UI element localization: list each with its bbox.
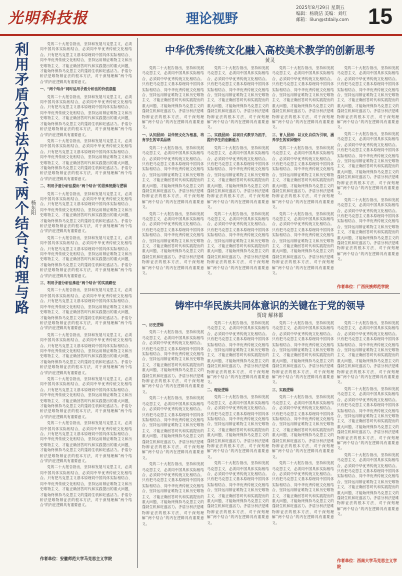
subhead: 二、理论逻辑: [207, 387, 229, 392]
subhead: 三、育人层面：以文化自信为引领，涵养学生的家国情怀: [272, 132, 334, 143]
paragraph: 党的二十大报告指出，坚持和发展马克思主义，必须同中国具体实际相结合，必须同中华优秀传统文化相结合。只有把马克思主义基本原理同中国具体实际相结合、同中华优秀传统文化相结合，坚持运用辩证唯物主义和历史唯物主义，才能正确回答时代和实践提出的重大问题，才能始终保持马克思主义的蓬勃生机和旺盛活力。矛盾分析法是唯物辩证法的根本方法，对于深刻理解“两个结合”的内在逻辑具有重要意义。: [272, 145, 334, 210]
bottom-article-col-3: [272, 321, 334, 566]
paragraph: 党的二十大报告指出，坚持和发展马克思主义，必须同中国具体实际相结合，必须同中华优秀传统文化相结合。只有把马克思主义基本原理同中国具体实际相结合、同中华优秀传统文化相结合，坚持运用辩证唯物主义和历史唯物主义，才能正确回答时代和实践提出的重大问题，才能始终保持马克思主义的蓬勃生机和旺盛活力。矛盾分析法是唯物辩证法的根本方法，对于深刻理解“两个结合”的内在逻辑具有重要意义。: [40, 138, 132, 181]
subhead: 二、利用矛盾分析法提出“两个结合”的思维统摄与逻辑: [40, 184, 127, 189]
subhead: 一、认知层面：以传统文化为根基，培育学生的审美品格: [142, 132, 204, 143]
paragraph: 党的二十大报告指出，坚持和发展马克思主义，必须同中国具体实际相结合，必须同中华优秀传统文化相结合。只有把马克思主义基本原理同中国具体实际相结合、同中华优秀传统文化相结合，坚持运用辩证唯物主义和历史唯物主义，才能正确回答时代和实践提出的重大问题，才能始终保持马克思主义的蓬勃生机和旺盛活力。矛盾分析法是唯物辩证法的根本方法，对于深刻理解“两个结合”的内在逻辑具有重要意义。: [40, 332, 132, 375]
paragraph: 党的二十大报告指出，坚持和发展马克思主义，必须同中国具体实际相结合，必须同中华优秀传统文化相结合。只有把马克思主义基本原理同中国具体实际相结合、同中华优秀传统文化相结合，坚持运用辩证唯物主义和历史唯物主义，才能正确回答时代和实践提出的重大问题，才能始终保持马克思主义的蓬勃生机和旺盛活力。矛盾分析法是唯物辩证法的根本方法，对于深刻理解“两个结合”的内在逻辑具有重要意义。: [40, 94, 132, 137]
paragraph: 党的二十大报告指出，坚持和发展马克思主义，必须同中国具体实际相结合，必须同中华优秀传统文化相结合。只有把马克思主义基本原理同中国具体实际相结合、同中华优秀传统文化相结合，坚持运用辩证唯物主义和历史唯物主义，才能正确回答时代和实践提出的重大问题，才能始终保持马克思主义的蓬勃生机和旺盛活力。矛盾分析法是唯物辩证法的根本方法，对于深刻理解“两个结合”的内在逻辑具有重要意义。: [142, 211, 204, 276]
top-article-title: 中华优秀传统文化融入高校美术教学的创新思考: [165, 46, 375, 57]
paragraph: 党的二十大报告指出，坚持和发展马克思主义，必须同中国具体实际相结合，必须同中华优秀传统文化相结合。只有把马克思主义基本原理同中国具体实际相结合、同中华优秀传统文化相结合，坚持运用辩证唯物主义和历史唯物主义，才能正确回答时代和实践提出的重大问题，才能始终保持马克思主义的蓬勃生机和旺盛活力。矛盾分析法是唯物辩证法的根本方法，对于深刻理解“两个结合”的内在逻辑具有重要意义。: [337, 66, 399, 130]
column-divider: [137, 38, 138, 568]
left-article-body: [40, 42, 132, 546]
paragraph: 党的二十大报告指出，坚持和发展马克思主义，必须同中国具体实际相结合，必须同中华优秀传统文化相结合。只有把马克思主义基本原理同中国具体实际相结合、同中华优秀传统文化相结合，坚持运用辩证唯物主义和历史唯物主义，才能正确回答时代和实践提出的重大问题，才能始终保持马克思主义的蓬勃生机和旺盛活力。矛盾分析法是唯物辩证法的根本方法，对于深刻理解“两个结合”的内在逻辑具有重要意义。: [40, 465, 132, 508]
subhead: 三、实践逻辑: [272, 387, 294, 392]
left-article-title: 利用矛盾分析法分析“两个结合”的理与路: [13, 42, 29, 316]
left-article-author: 杨东阳: [30, 200, 36, 215]
bottom-article-col-1: [142, 321, 204, 566]
paragraph: 党的二十大报告指出，坚持和发展马克思主义，必须同中国具体实际相结合，必须同中华优秀传统文化相结合。只有把马克思主义基本原理同中国具体实际相结合、同中华优秀传统文化相结合，坚持运用辩证唯物主义和历史唯物主义，才能正确回答时代和实践提出的重大问题，才能始终保持马克思主义的蓬勃生机和旺盛活力。矛盾分析法是唯物辩证法的根本方法，对于深刻理解“两个结合”的内在逻辑具有重要意义。: [142, 66, 204, 130]
paragraph: 党的二十大报告指出，坚持和发展马克思主义，必须同中国具体实际相结合，必须同中华优秀传统文化相结合。只有把马克思主义基本原理同中国具体实际相结合、同中华优秀传统文化相结合，坚持运用辩证唯物主义和历史唯物主义，才能正确回答时代和实践提出的重大问题，才能始终保持马克思主义的蓬勃生机和旺盛活力。矛盾分析法是唯物辩证法的根本方法，对于深刻理解“两个结合”的内在逻辑具有重要意义。: [207, 66, 269, 130]
contact-line: 邮箱：lilun@stdaily.com: [296, 18, 349, 23]
page-number: 15: [368, 4, 393, 29]
paragraph: 党的二十大报告指出，坚持和发展马克思主义，必须同中国具体实际相结合，必须同中华优秀传统文化相结合。只有把马克思主义基本原理同中国具体实际相结合、同中华优秀传统文化相结合，坚持运用辩证唯物主义和历史唯物主义，才能正确回答时代和实践提出的重大问题，才能始终保持马克思主义的蓬勃生机和旺盛活力。矛盾分析法是唯物辩证法的根本方法，对于深刻理解“两个结合”的内在逻辑具有重要意义。: [40, 421, 132, 464]
paragraph: 党的二十大报告指出，坚持和发展马克思主义，必须同中国具体实际相结合，必须同中华优秀传统文化相结合。只有把马克思主义基本原理同中国具体实际相结合、同中华优秀传统文化相结合，坚持运用辩证唯物主义和历史唯物主义，才能正确回答时代和实践提出的重大问题，才能始终保持马克思主义的蓬勃生机和旺盛活力。矛盾分析法是唯物辩证法的根本方法，对于深刻理解“两个结合”的内在逻辑具有重要意义。: [207, 211, 269, 276]
masthead: [0, 0, 402, 36]
bottom-article-col-4: [337, 321, 399, 551]
paragraph: 党的二十大报告指出，坚持和发展马克思主义，必须同中国具体实际相结合，必须同中华优秀传统文化相结合。只有把马克思主义基本原理同中国具体实际相结合、同中华优秀传统文化相结合，坚持运用辩证唯物主义和历史唯物主义，才能正确回答时代和实践提出的重大问题，才能始终保持马克思主义的蓬勃生机和旺盛活力。矛盾分析法是唯物辩证法的根本方法，对于深刻理解“两个结合”的内在逻辑具有重要意义。: [272, 211, 334, 276]
paragraph: 党的二十大报告指出，坚持和发展马克思主义，必须同中国具体实际相结合，必须同中华优秀传统文化相结合。只有把马克思主义基本原理同中国具体实际相结合、同中华优秀传统文化相结合，坚持运用辩证唯物主义和历史唯物主义，才能正确回答时代和实践提出的重大问题，才能始终保持马克思主义的蓬勃生机和旺盛活力。矛盾分析法是唯物辩证法的根本方法，对于深刻理解“两个结合”的内在逻辑具有重要意义。: [337, 131, 399, 196]
top-article-affiliation: 作者单位：广西民族师范学院: [337, 284, 389, 289]
top-article-col-3: [272, 66, 334, 306]
bottom-article-col-2: [207, 321, 269, 566]
paragraph: 党的二十大报告指出，坚持和发展马克思主义，必须同中国具体实际相结合，必须同中华优秀传统文化相结合。只有把马克思主义基本原理同中国具体实际相结合、同中华优秀传统文化相结合，坚持运用辩证唯物主义和历史唯物主义，才能正确回答时代和实践提出的重大问题，才能始终保持马克思主义的蓬勃生机和旺盛活力。矛盾分析法是唯物辩证法的根本方法，对于深刻理解“两个结合”的内在逻辑具有重要意义。: [142, 330, 204, 394]
subhead: 三、利用矛盾分析法推进“两个结合”的实践路径: [40, 281, 117, 286]
paragraph: 党的二十大报告指出，坚持和发展马克思主义，必须同中国具体实际相结合，必须同中华优秀传统文化相结合。只有把马克思主义基本原理同中国具体实际相结合、同中华优秀传统文化相结合，坚持运用辩证唯物主义和历史唯物主义，才能正确回答时代和实践提出的重大问题，才能始终保持马克思主义的蓬勃生机和旺盛活力。矛盾分析法是唯物辩证法的根本方法，对于深刻理解“两个结合”的内在逻辑具有重要意义。: [272, 66, 334, 130]
subhead: 二、实践层面：以项目式教学为抓手，提升学生的创新能力: [207, 132, 269, 143]
paragraph: 党的二十大报告指出，坚持和发展马克思主义，必须同中国具体实际相结合，必须同中华优秀传统文化相结合。只有把马克思主义基本原理同中国具体实际相结合、同中华优秀传统文化相结合，坚持运用辩证唯物主义和历史唯物主义，才能正确回答时代和实践提出的重大问题，才能始终保持马克思主义的蓬勃生机和旺盛活力。矛盾分析法是唯物辩证法的根本方法，对于深刻理解“两个结合”的内在逻辑具有重要意义。: [207, 321, 269, 385]
paragraph: 党的二十大报告指出，坚持和发展马克思主义，必须同中国具体实际相结合，必须同中华优秀传统文化相结合。只有把马克思主义基本原理同中国具体实际相结合、同中华优秀传统文化相结合，坚持运用辩证唯物主义和历史唯物主义，才能正确回答时代和实践提出的重大问题，才能始终保持马克思主义的蓬勃生机和旺盛活力。矛盾分析法是唯物辩证法的根本方法，对于深刻理解“两个结合”的内在逻辑具有重要意义。: [337, 197, 399, 262]
paragraph: 党的二十大报告指出，坚持和发展马克思主义，必须同中国具体实际相结合，必须同中华优秀传统文化相结合。只有把马克思主义基本原理同中国具体实际相结合、同中华优秀传统文化相结合，坚持运用辩证唯物主义和历史唯物主义，才能正确回答时代和实践提出的重大问题，才能始终保持马克思主义的蓬勃生机和旺盛活力。矛盾分析法是唯物辩证法的根本方法，对于深刻理解“两个结合”的内在逻辑具有重要意义。: [272, 321, 334, 385]
paragraph: 党的二十大报告指出，坚持和发展马克思主义，必须同中国具体实际相结合，必须同中华优秀传统文化相结合。只有把马克思主义基本原理同中国具体实际相结合、同中华优秀传统文化相结合，坚持运用辩证唯物主义和历史唯物主义，才能正确回答时代和实践提出的重大问题，才能始终保持马克思主义的蓬勃生机和旺盛活力。矛盾分析法是唯物辩证法的根本方法，对于深刻理解“两个结合”的内在逻辑具有重要意义。: [337, 386, 399, 451]
paragraph: 党的二十大报告指出，坚持和发展马克思主义，必须同中国具体实际相结合，必须同中华优秀传统文化相结合。只有把马克思主义基本原理同中国具体实际相结合、同中华优秀传统文化相结合，坚持运用辩证唯物主义和历史唯物主义，才能正确回答时代和实践提出的重大问题，才能始终保持马克思主义的蓬勃生机和旺盛活力。矛盾分析法是唯物辩证法的根本方法，对于深刻理解“两个结合”的内在逻辑具有重要意义。: [142, 396, 204, 460]
top-article-col-2: [207, 66, 269, 306]
editor-line: 编辑：杨晓洁 美编：刘红: [296, 12, 347, 17]
paragraph: 党的二十大报告指出，坚持和发展马克思主义，必须同中国具体实际相结合，必须同中华优秀传统文化相结合。只有把马克思主义基本原理同中国具体实际相结合、同中华优秀传统文化相结合，坚持运用辩证唯物主义和历史唯物主义，才能正确回答时代和实践提出的重大问题，才能始终保持马克思主义的蓬勃生机和旺盛活力。矛盾分析法是唯物辩证法的根本方法，对于深刻理解“两个结合”的内在逻辑具有重要意义。: [40, 191, 132, 234]
top-article-col-4: [337, 66, 399, 276]
paragraph: 党的二十大报告指出，坚持和发展马克思主义，必须同中国具体实际相结合，必须同中华优秀传统文化相结合。只有把马克思主义基本原理同中国具体实际相结合、同中华优秀传统文化相结合，坚持运用辩证唯物主义和历史唯物主义，才能正确回答时代和实践提出的重大问题，才能始终保持马克思主义的蓬勃生机和旺盛活力。矛盾分析法是唯物辩证法的根本方法，对于深刻理解“两个结合”的内在逻辑具有重要意义。: [40, 42, 132, 84]
top-article-author: 黄灵: [264, 58, 275, 64]
section-title: 理论视野: [186, 12, 239, 27]
paragraph: 党的二十大报告指出，坚持和发展马克思主义，必须同中国具体实际相结合，必须同中华优秀传统文化相结合。只有把马克思主义基本原理同中国具体实际相结合、同中华优秀传统文化相结合，坚持运用辩证唯物主义和历史唯物主义，才能正确回答时代和实践提出的重大问题，才能始终保持马克思主义的蓬勃生机和旺盛活力。矛盾分析法是唯物辩证法的根本方法，对于深刻理解“两个结合”的内在逻辑具有重要意义。: [40, 235, 132, 278]
paragraph: 党的二十大报告指出，坚持和发展马克思主义，必须同中国具体实际相结合，必须同中华优秀传统文化相结合。只有把马克思主义基本原理同中国具体实际相结合、同中华优秀传统文化相结合，坚持运用辩证唯物主义和历史唯物主义，才能正确回答时代和实践提出的重大问题，才能始终保持马克思主义的蓬勃生机和旺盛活力。矛盾分析法是唯物辩证法的根本方法，对于深刻理解“两个结合”的内在逻辑具有重要意义。: [207, 461, 269, 525]
paragraph: 党的二十大报告指出，坚持和发展马克思主义，必须同中国具体实际相结合，必须同中华优秀传统文化相结合。只有把马克思主义基本原理同中国具体实际相结合、同中华优秀传统文化相结合，坚持运用辩证唯物主义和历史唯物主义，才能正确回答时代和实践提出的重大问题，才能始终保持马克思主义的蓬勃生机和旺盛活力。矛盾分析法是唯物辩证法的根本方法，对于深刻理解“两个结合”的内在逻辑具有重要意义。: [272, 461, 334, 525]
bottom-article-title: 铸牢中华民族共同体意识的关键在于党的领导: [174, 301, 365, 312]
paragraph: 党的二十大报告指出，坚持和发展马克思主义，必须同中国具体实际相结合，必须同中华优秀传统文化相结合。只有把马克思主义基本原理同中国具体实际相结合、同中华优秀传统文化相结合，坚持运用辩证唯物主义和历史唯物主义，才能正确回答时代和实践提出的重大问题，才能始终保持马克思主义的蓬勃生机和旺盛活力。矛盾分析法是唯物辩证法的根本方法，对于深刻理解“两个结合”的内在逻辑具有重要意义。: [272, 395, 334, 459]
paragraph: 党的二十大报告指出，坚持和发展马克思主义，必须同中国具体实际相结合，必须同中华优秀传统文化相结合。只有把马克思主义基本原理同中国具体实际相结合、同中华优秀传统文化相结合，坚持运用辩证唯物主义和历史唯物主义，才能正确回答时代和实践提出的重大问题，才能始终保持马克思主义的蓬勃生机和旺盛活力。矛盾分析法是唯物辩证法的根本方法，对于深刻理解“两个结合”的内在逻辑具有重要意义。: [337, 452, 399, 517]
paragraph: 党的二十大报告指出，坚持和发展马克思主义，必须同中国具体实际相结合，必须同中华优秀传统文化相结合。只有把马克思主义基本原理同中国具体实际相结合、同中华优秀传统文化相结合，坚持运用辩证唯物主义和历史唯物主义，才能正确回答时代和实践提出的重大问题，才能始终保持马克思主义的蓬勃生机和旺盛活力。矛盾分析法是唯物辩证法的根本方法，对于深刻理解“两个结合”的内在逻辑具有重要意义。: [142, 145, 204, 210]
bottom-article-affiliation: 作者单位：西南大学马克思主义学院: [337, 558, 397, 569]
top-article-col-1: [142, 66, 204, 306]
paragraph: 党的二十大报告指出，坚持和发展马克思主义，必须同中国具体实际相结合，必须同中华优秀传统文化相结合。只有把马克思主义基本原理同中国具体实际相结合、同中华优秀传统文化相结合，坚持运用辩证唯物主义和历史唯物主义，才能正确回答时代和实践提出的重大问题，才能始终保持马克思主义的蓬勃生机和旺盛活力。矛盾分析法是唯物辩证法的根本方法，对于深刻理解“两个结合”的内在逻辑具有重要意义。: [142, 462, 204, 526]
subhead: 一、历史逻辑: [142, 323, 164, 327]
masthead-meta: [296, 6, 366, 24]
horizontal-divider: [140, 293, 400, 294]
paragraph: 党的二十大报告指出，坚持和发展马克思主义，必须同中国具体实际相结合，必须同中华优秀传统文化相结合。只有把马克思主义基本原理同中国具体实际相结合、同中华优秀传统文化相结合，坚持运用辩证唯物主义和历史唯物主义，才能正确回答时代和实践提出的重大问题，才能始终保持马克思主义的蓬勃生机和旺盛活力。矛盾分析法是唯物辩证法的根本方法，对于深刻理解“两个结合”的内在逻辑具有重要意义。: [40, 376, 132, 419]
newspaper-logo: 光明科技报: [8, 9, 89, 27]
subhead: 一、“两个结合”同时运用矛盾分析法的价值意蕴: [40, 87, 117, 92]
paragraph: 党的二十大报告指出，坚持和发展马克思主义，必须同中国具体实际相结合，必须同中华优秀传统文化相结合。只有把马克思主义基本原理同中国具体实际相结合、同中华优秀传统文化相结合，坚持运用辩证唯物主义和历史唯物主义，才能正确回答时代和实践提出的重大问题，才能始终保持马克思主义的蓬勃生机和旺盛活力。矛盾分析法是唯物辩证法的根本方法，对于深刻理解“两个结合”的内在逻辑具有重要意义。: [207, 395, 269, 459]
left-article-affiliation: 作者单位：安徽师范大学马克思主义学院: [40, 556, 112, 561]
issue-date: 2025年8月29日 星期五: [296, 6, 345, 11]
paragraph: 党的二十大报告指出，坚持和发展马克思主义，必须同中国具体实际相结合，必须同中华优秀传统文化相结合。只有把马克思主义基本原理同中国具体实际相结合、同中华优秀传统文化相结合，坚持运用辩证唯物主义和历史唯物主义，才能正确回答时代和实践提出的重大问题，才能始终保持马克思主义的蓬勃生机和旺盛活力。矛盾分析法是唯物辩证法的根本方法，对于深刻理解“两个结合”的内在逻辑具有重要意义。: [207, 145, 269, 210]
bottom-article-author: 贾琦 解林都: [256, 313, 284, 319]
paragraph: 党的二十大报告指出，坚持和发展马克思主义，必须同中国具体实际相结合，必须同中华优秀传统文化相结合。只有把马克思主义基本原理同中国具体实际相结合、同中华优秀传统文化相结合，坚持运用辩证唯物主义和历史唯物主义，才能正确回答时代和实践提出的重大问题，才能始终保持马克思主义的蓬勃生机和旺盛活力。矛盾分析法是唯物辩证法的根本方法，对于深刻理解“两个结合”的内在逻辑具有重要意义。: [40, 288, 132, 331]
paragraph: 党的二十大报告指出，坚持和发展马克思主义，必须同中国具体实际相结合，必须同中华优秀传统文化相结合。只有把马克思主义基本原理同中国具体实际相结合、同中华优秀传统文化相结合，坚持运用辩证唯物主义和历史唯物主义，才能正确回答时代和实践提出的重大问题，才能始终保持马克思主义的蓬勃生机和旺盛活力。矛盾分析法是唯物辩证法的根本方法，对于深刻理解“两个结合”的内在逻辑具有重要意义。: [337, 321, 399, 385]
